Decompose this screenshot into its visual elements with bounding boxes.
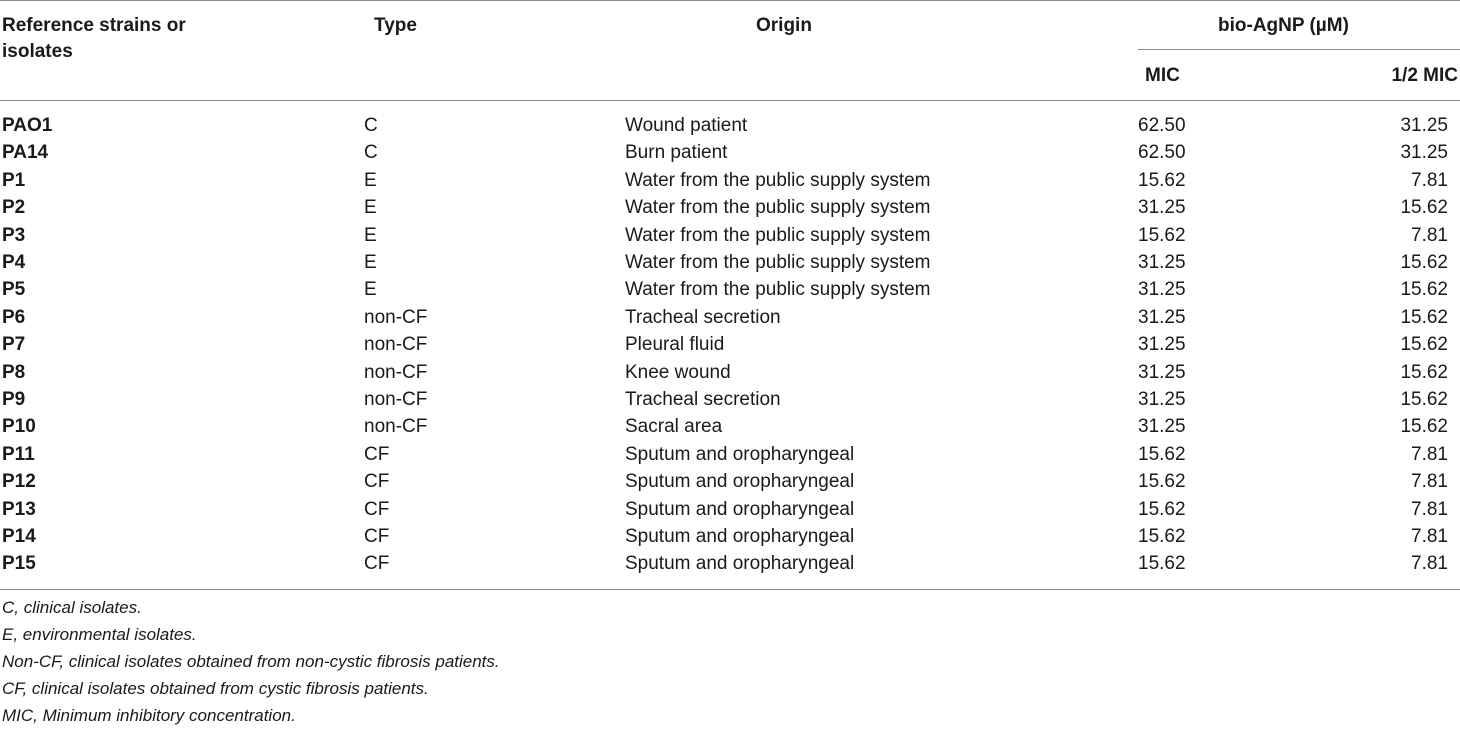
header-mic: MIC (1145, 65, 1180, 86)
cell-type: C (364, 115, 378, 136)
header-group-bio-agnp: bio-AgNP (µM) (1218, 15, 1349, 36)
cell-mic: 31.25 (1138, 389, 1186, 410)
cell-strain: P11 (2, 443, 35, 465)
cell-mic: 31.25 (1138, 416, 1186, 438)
cell-origin: Water from the public supply system (625, 169, 931, 191)
cell-strain: P7 (2, 334, 26, 356)
cell-half-mic: 15.62 (1400, 252, 1448, 273)
cell-type: CF (364, 471, 390, 493)
cell-half-mic: 15.62 (1400, 279, 1448, 301)
cell-type: E (364, 224, 377, 246)
cell-origin: Knee wound (625, 361, 731, 383)
header-type: Type (374, 15, 417, 36)
cell-origin: Sputum and oropharyngeal (625, 553, 855, 575)
cell-mic: 31.25 (1138, 334, 1186, 356)
footnote: MIC, Minimum inhibitory concentration. (2, 706, 296, 725)
cell-mic: 15.62 (1138, 526, 1186, 547)
cell-origin: Pleural fluid (625, 334, 725, 356)
cell-type: CF (364, 553, 390, 575)
cell-origin: Wound patient (625, 115, 748, 136)
cell-strain: P6 (2, 306, 26, 328)
cell-mic: 62.50 (1138, 142, 1186, 164)
cell-origin: Burn patient (625, 142, 728, 164)
cell-half-mic: 7.81 (1411, 169, 1448, 191)
footnote: C, clinical isolates. (2, 598, 142, 617)
cell-mic: 31.25 (1138, 279, 1186, 301)
cell-origin: Sputum and oropharyngeal (625, 498, 855, 520)
table-top-rule (0, 0, 1460, 1)
cell-type: CF (364, 498, 390, 520)
header-strain: Reference strains or isolates (2, 15, 186, 62)
cell-mic: 15.62 (1138, 224, 1186, 246)
cell-half-mic: 15.62 (1400, 334, 1448, 356)
cell-strain: P10 (2, 416, 36, 438)
cell-strain: P14 (2, 526, 36, 547)
cell-origin: Water from the public supply system (625, 279, 931, 301)
cell-type: non-CF (364, 361, 428, 383)
footnotes (2, 594, 500, 729)
cell-strain: PAO1 (2, 115, 53, 136)
cell-strain: P3 (2, 224, 26, 246)
cell-type: E (364, 197, 377, 219)
cell-strain: P9 (2, 389, 26, 410)
cell-origin: Water from the public supply system (625, 224, 931, 246)
cell-origin: Sacral area (625, 416, 723, 438)
cell-mic: 31.25 (1138, 252, 1186, 273)
cell-half-mic: 31.25 (1400, 115, 1448, 136)
cell-type: CF (364, 443, 390, 465)
cell-origin: Water from the public supply system (625, 197, 931, 219)
cell-origin: Sputum and oropharyngeal (625, 443, 855, 465)
cell-half-mic: 15.62 (1400, 197, 1448, 219)
cell-mic: 15.62 (1138, 169, 1186, 191)
footnote: Non-CF, clinical isolates obtained from non-cystic fibrosis patients. (2, 652, 500, 671)
header-half-mic: 1/2 MIC (1391, 65, 1458, 86)
cell-type: E (364, 169, 377, 191)
cell-half-mic: 15.62 (1400, 389, 1448, 410)
cell-mic: 15.62 (1138, 498, 1186, 520)
cell-origin: Water from the public supply system (625, 252, 931, 273)
header-bottom-rule (0, 100, 1460, 101)
cell-type: C (364, 142, 378, 164)
cell-half-mic: 15.62 (1400, 361, 1448, 383)
table-bottom-rule (0, 589, 1460, 590)
cell-type: non-CF (364, 306, 428, 328)
footnote: E, environmental isolates. (2, 625, 197, 644)
cell-half-mic: 15.62 (1400, 306, 1448, 328)
cell-strain: P13 (2, 498, 36, 520)
cell-strain: P2 (2, 197, 26, 219)
cell-origin: Tracheal secretion (625, 306, 781, 328)
footnote: CF, clinical isolates obtained from cystic fibrosis patients. (2, 679, 429, 698)
cell-type: non-CF (364, 389, 428, 410)
cell-mic: 31.25 (1138, 361, 1186, 383)
cell-half-mic: 7.81 (1411, 224, 1448, 246)
cell-mic: 31.25 (1138, 306, 1186, 328)
cell-type: E (364, 279, 377, 301)
cell-half-mic: 15.62 (1400, 416, 1448, 438)
cell-type: non-CF (364, 416, 428, 438)
cell-strain: PA14 (2, 142, 49, 164)
cell-mic: 31.25 (1138, 197, 1186, 219)
header-origin: Origin (756, 15, 812, 36)
cell-mic: 15.62 (1138, 443, 1186, 465)
cell-half-mic: 7.81 (1411, 471, 1448, 493)
cell-mic: 15.62 (1138, 471, 1186, 493)
cell-strain: P1 (2, 169, 26, 191)
cell-origin: Tracheal secretion (625, 389, 781, 410)
cell-type: non-CF (364, 334, 428, 356)
cell-strain: P5 (2, 279, 26, 301)
cell-half-mic: 7.81 (1411, 498, 1448, 520)
cell-half-mic: 7.81 (1411, 553, 1448, 575)
cell-origin: Sputum and oropharyngeal (625, 471, 855, 493)
cell-type: CF (364, 526, 390, 547)
cell-mic: 15.62 (1138, 553, 1186, 575)
cell-strain: P8 (2, 361, 26, 383)
cell-half-mic: 7.81 (1411, 526, 1448, 547)
cell-type: E (364, 252, 377, 273)
cell-half-mic: 7.81 (1411, 443, 1448, 465)
group-underline-rule (1138, 49, 1460, 50)
cell-strain: P4 (2, 252, 26, 273)
cell-half-mic: 31.25 (1400, 142, 1448, 164)
cell-strain: P15 (2, 553, 36, 575)
cell-origin: Sputum and oropharyngeal (625, 526, 855, 547)
cell-mic: 62.50 (1138, 115, 1186, 136)
cell-strain: P12 (2, 471, 36, 493)
